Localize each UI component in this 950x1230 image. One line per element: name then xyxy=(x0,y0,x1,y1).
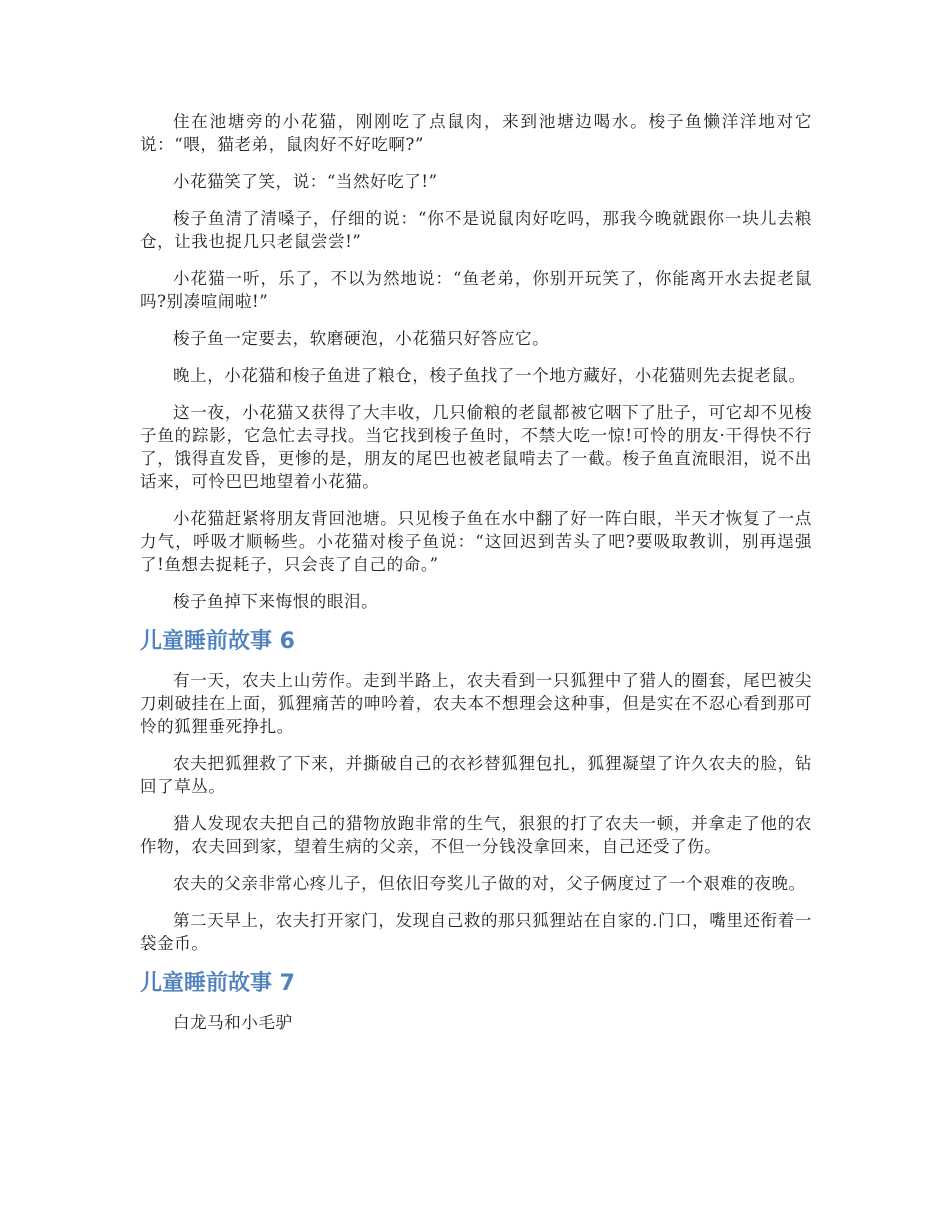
story-paragraph: 猎人发现农夫把自己的猎物放跑非常的生气，狠狠的打了农夫一顿，并拿走了他的农作物，农夫回到家，望着生病的父亲，不但一分钱没拿回来，自己还受了伤。 xyxy=(140,814,812,856)
story-paragraph: 有一天，农夫上山劳作。走到半路上，农夫看到一只狐狸中了猎人的圈套，尾巴被尖刀刺破挂在上面，狐狸痛苦的呻吟着，农夫本不想理会这种事，但是实在不忍心看到那可怜的狐狸垂死挣扎。 xyxy=(140,671,812,736)
story-paragraph: 小花猫一听，乐了，不以为然地说：“鱼老弟，你别开玩笑了，你能离开水去捉老鼠吗?别凑喧闹啦!” xyxy=(140,269,812,311)
story-paragraph: 第二天早上，农夫打开家门，发现自己救的那只狐狸站在自家的.门口，嘴里还衔着一袋金币。 xyxy=(140,911,812,953)
story-paragraph: 小花猫笑了笑，说：“当然好吃了!” xyxy=(173,172,438,191)
story-paragraph: 梭子鱼清了清嗓子，仔细的说：“你不是说鼠肉好吃吗，那我今晚就跟你一块儿去粮仓，让我也捉几只老鼠尝尝!” xyxy=(140,209,812,251)
story-paragraph: 梭子鱼掉下来悔恨的眼泪。 xyxy=(173,592,379,611)
story-paragraph: 小花猫赶紧将朋友背回池塘。只见梭子鱼在水中翻了好一阵白眼，半天才恢复了一点力气，呼吸才顺畅些。小花猫对梭子鱼说：“这回迟到苦头了吧?要吸取教训，别再逞强了!鱼想去捉耗子，只会丧了自己的命。” xyxy=(140,509,812,574)
story-paragraph: 梭子鱼一定要去，软磨硬泡，小花猫只好答应它。 xyxy=(173,329,550,348)
story-paragraph: 农夫的父亲非常心疼儿子，但依旧夸奖儿子做的对，父子俩度过了一个艰难的夜晚。 xyxy=(173,874,806,893)
section-heading-story-7: 儿童睡前故事 7 xyxy=(140,971,295,996)
document-page xyxy=(140,110,812,1048)
section-heading-story-6: 儿童睡前故事 6 xyxy=(140,629,295,654)
story-paragraph: 住在池塘旁的小花猫，刚刚吃了点鼠肉，来到池塘边喝水。梭子鱼懒洋洋地对它说：“喂，猫老弟，鼠肉好不好吃啊?” xyxy=(140,112,812,154)
story-paragraph: 农夫把狐狸救了下来，并撕破自己的衣衫替狐狸包扎，狐狸凝望了许久农夫的脸，钻回了草丛。 xyxy=(140,754,812,796)
story-paragraph: 这一夜，小花猫又获得了大丰收，几只偷粮的老鼠都被它咽下了肚子，可它却不见梭子鱼的踪影，它急忙去寻找。当它找到梭子鱼时，不禁大吃一惊!可怜的朋友·干得快不行了，饿得直发昏，更惨的是，朋友的尾巴也被老鼠啃去了一截。梭子鱼直流眼泪，说不出话来，可怜巴巴地望着小花猫。 xyxy=(140,403,812,491)
story-paragraph: 白龙马和小毛驴 xyxy=(173,1013,293,1032)
story-paragraph: 晚上，小花猫和梭子鱼进了粮仓，梭子鱼找了一个地方藏好，小花猫则先去捉老鼠。 xyxy=(173,366,806,385)
